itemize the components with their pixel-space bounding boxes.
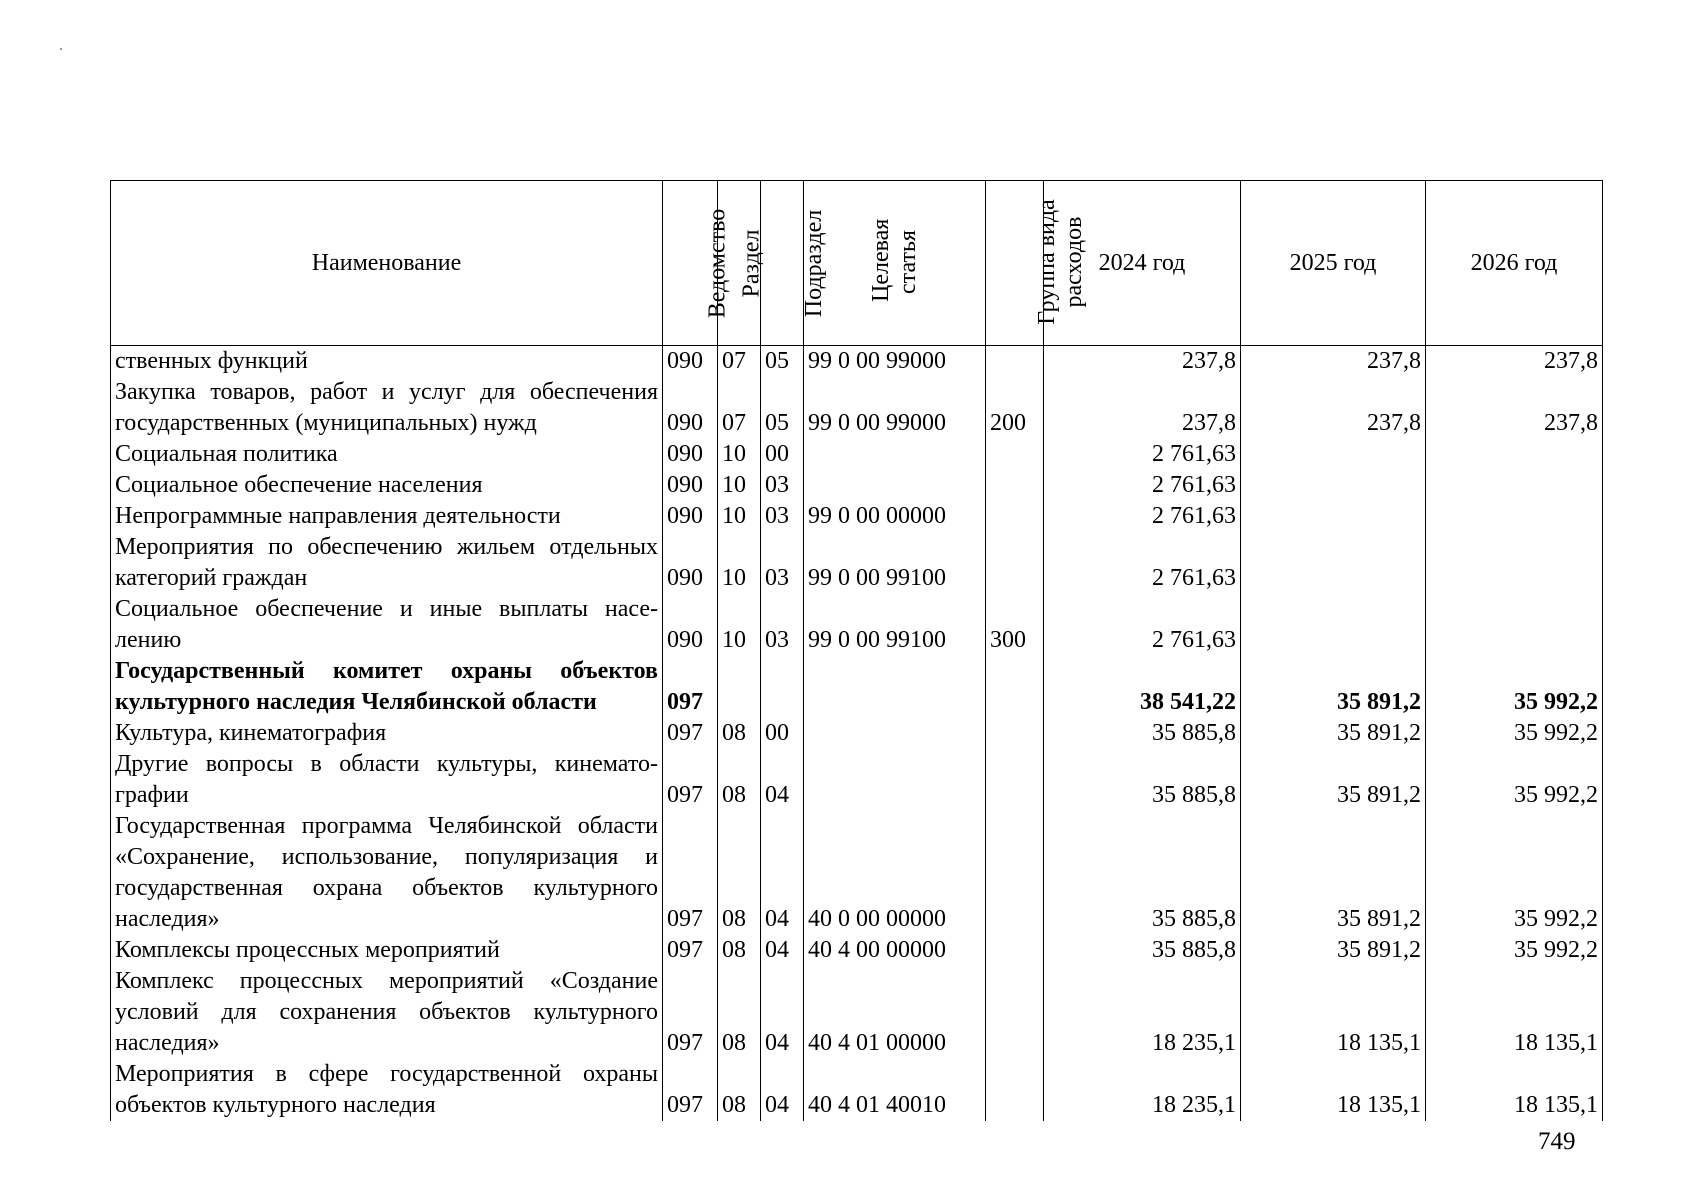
table-row xyxy=(111,470,1603,501)
cell-vedomstvo: 097 xyxy=(663,656,718,718)
cell-razdel: 10 xyxy=(718,439,761,470)
scan-speck xyxy=(60,48,62,50)
cell-podrazdel: 00 xyxy=(761,439,804,470)
cell-podrazdel: 04 xyxy=(761,966,804,1059)
cell-2025: 35 891,2 xyxy=(1241,749,1426,811)
cell-gruppa-vida-rashodov: 200 xyxy=(986,377,1044,439)
cell-celevaya-statya: 99 0 00 00000 xyxy=(804,501,986,532)
cell-podrazdel: 03 xyxy=(761,532,804,594)
cell-celevaya-statya: 99 0 00 99000 xyxy=(804,346,986,378)
cell-name: Культура, кинематография xyxy=(111,718,663,749)
table-body xyxy=(111,346,1603,1122)
page-number: 749 xyxy=(1538,1128,1576,1155)
cell-razdel: 07 xyxy=(718,346,761,378)
cell-vedomstvo: 097 xyxy=(663,935,718,966)
cell-podrazdel: 05 xyxy=(761,377,804,439)
cell-name: Мероприятия в сфере государственной охраны объектов культурного наследия xyxy=(111,1059,663,1121)
cell-2024: 18 235,1 xyxy=(1044,1059,1241,1121)
cell-razdel: 08 xyxy=(718,718,761,749)
table-row xyxy=(111,749,1603,811)
cell-celevaya-statya: 40 4 00 00000 xyxy=(804,935,986,966)
cell-podrazdel: 00 xyxy=(761,718,804,749)
cell-2025 xyxy=(1241,501,1426,532)
cell-name: Социальное обеспечение и иные выплаты населению xyxy=(111,594,663,656)
cell-podrazdel: 03 xyxy=(761,501,804,532)
cell-vedomstvo: 090 xyxy=(663,470,718,501)
cell-gruppa-vida-rashodov xyxy=(986,656,1044,718)
cell-celevaya-statya xyxy=(804,718,986,749)
header-gruppa-vida-rashodov: Группа вида расходов xyxy=(986,181,1044,346)
cell-celevaya-statya: 99 0 00 99000 xyxy=(804,377,986,439)
cell-2025: 18 135,1 xyxy=(1241,1059,1426,1121)
header-name: Наименование xyxy=(111,181,663,346)
cell-2025: 35 891,2 xyxy=(1241,935,1426,966)
cell-razdel: 10 xyxy=(718,594,761,656)
cell-vedomstvo: 090 xyxy=(663,346,718,378)
cell-2024: 35 885,8 xyxy=(1044,935,1241,966)
cell-vedomstvo: 090 xyxy=(663,439,718,470)
header-2025: 2025 год xyxy=(1241,181,1426,346)
cell-2024: 237,8 xyxy=(1044,377,1241,439)
cell-name: ственных функций xyxy=(111,346,663,378)
cell-2024: 35 885,8 xyxy=(1044,718,1241,749)
cell-podrazdel: 04 xyxy=(761,749,804,811)
table-row xyxy=(111,966,1603,1059)
cell-celevaya-statya xyxy=(804,749,986,811)
cell-gruppa-vida-rashodov xyxy=(986,346,1044,378)
cell-2024: 2 761,63 xyxy=(1044,439,1241,470)
header-celevaya-statya: Целевая статья xyxy=(804,181,986,346)
cell-razdel: 10 xyxy=(718,532,761,594)
cell-podrazdel: 04 xyxy=(761,811,804,935)
cell-2026: 237,8 xyxy=(1426,377,1603,439)
cell-2026: 35 992,2 xyxy=(1426,718,1603,749)
cell-vedomstvo: 090 xyxy=(663,594,718,656)
cell-2025: 35 891,2 xyxy=(1241,656,1426,718)
cell-name: Комплекс процессных мероприятий «Создание условий для сохранения объектов культурного наследия» xyxy=(111,966,663,1059)
cell-2025: 237,8 xyxy=(1241,377,1426,439)
budget-table xyxy=(110,180,1603,1121)
cell-name: Закупка товаров, работ и услуг для обеспечения государственных (муниципальных) нужд xyxy=(111,377,663,439)
cell-gruppa-vida-rashodov xyxy=(986,749,1044,811)
cell-name: Мероприятия по обеспечению жильем отдельных категорий граждан xyxy=(111,532,663,594)
cell-name: Непрограммные направления деятельности xyxy=(111,501,663,532)
cell-2024: 35 885,8 xyxy=(1044,749,1241,811)
cell-2026 xyxy=(1426,532,1603,594)
cell-gruppa-vida-rashodov xyxy=(986,532,1044,594)
cell-razdel: 07 xyxy=(718,377,761,439)
cell-2026: 237,8 xyxy=(1426,346,1603,378)
cell-2024: 38 541,22 xyxy=(1044,656,1241,718)
table-row xyxy=(111,532,1603,594)
cell-gruppa-vida-rashodov xyxy=(986,501,1044,532)
cell-2024: 2 761,63 xyxy=(1044,532,1241,594)
cell-name: Социальная политика xyxy=(111,439,663,470)
header-vedomstvo: Ведомство xyxy=(663,181,718,346)
cell-2026: 35 992,2 xyxy=(1426,811,1603,935)
cell-name: Другие вопросы в области культуры, кинематографии xyxy=(111,749,663,811)
table-row xyxy=(111,501,1603,532)
cell-2025: 35 891,2 xyxy=(1241,811,1426,935)
cell-name: Государственная программа Челябинской области «Сохранение, использование, популяризация и государственная охрана объектов культурного наследия» xyxy=(111,811,663,935)
cell-gruppa-vida-rashodov xyxy=(986,935,1044,966)
cell-gruppa-vida-rashodov xyxy=(986,718,1044,749)
cell-podrazdel xyxy=(761,656,804,718)
cell-celevaya-statya: 40 4 01 00000 xyxy=(804,966,986,1059)
cell-2026: 35 992,2 xyxy=(1426,935,1603,966)
cell-celevaya-statya: 99 0 00 99100 xyxy=(804,594,986,656)
cell-2025 xyxy=(1241,470,1426,501)
table-header xyxy=(111,181,1603,346)
cell-2026 xyxy=(1426,439,1603,470)
cell-podrazdel: 03 xyxy=(761,470,804,501)
cell-gruppa-vida-rashodov xyxy=(986,439,1044,470)
cell-celevaya-statya: 40 4 01 40010 xyxy=(804,1059,986,1121)
cell-2025 xyxy=(1241,594,1426,656)
cell-2026 xyxy=(1426,470,1603,501)
cell-celevaya-statya xyxy=(804,439,986,470)
cell-gruppa-vida-rashodov: 300 xyxy=(986,594,1044,656)
cell-vedomstvo: 097 xyxy=(663,718,718,749)
cell-vedomstvo: 090 xyxy=(663,501,718,532)
cell-2026 xyxy=(1426,501,1603,532)
cell-gruppa-vida-rashodov xyxy=(986,966,1044,1059)
cell-name: Комплексы процессных мероприятий xyxy=(111,935,663,966)
cell-razdel xyxy=(718,656,761,718)
cell-razdel: 10 xyxy=(718,470,761,501)
table-row xyxy=(111,439,1603,470)
cell-2024: 18 235,1 xyxy=(1044,966,1241,1059)
table-row xyxy=(111,718,1603,749)
cell-gruppa-vida-rashodov xyxy=(986,1059,1044,1121)
cell-razdel: 08 xyxy=(718,1059,761,1121)
cell-gruppa-vida-rashodov xyxy=(986,811,1044,935)
table-row xyxy=(111,935,1603,966)
cell-celevaya-statya: 99 0 00 99100 xyxy=(804,532,986,594)
table-row xyxy=(111,377,1603,439)
cell-2026: 18 135,1 xyxy=(1426,1059,1603,1121)
cell-celevaya-statya xyxy=(804,470,986,501)
cell-vedomstvo: 090 xyxy=(663,377,718,439)
cell-2024: 2 761,63 xyxy=(1044,470,1241,501)
cell-vedomstvo: 090 xyxy=(663,532,718,594)
cell-celevaya-statya xyxy=(804,656,986,718)
cell-razdel: 08 xyxy=(718,811,761,935)
cell-2025: 18 135,1 xyxy=(1241,966,1426,1059)
cell-2026: 18 135,1 xyxy=(1426,966,1603,1059)
cell-vedomstvo: 097 xyxy=(663,811,718,935)
cell-2026 xyxy=(1426,594,1603,656)
header-2024: 2024 год xyxy=(1044,181,1241,346)
cell-razdel: 08 xyxy=(718,966,761,1059)
cell-2024: 35 885,8 xyxy=(1044,811,1241,935)
cell-razdel: 10 xyxy=(718,501,761,532)
cell-gruppa-vida-rashodov xyxy=(986,470,1044,501)
cell-2026: 35 992,2 xyxy=(1426,656,1603,718)
cell-2024: 2 761,63 xyxy=(1044,594,1241,656)
cell-2025 xyxy=(1241,532,1426,594)
cell-2025: 35 891,2 xyxy=(1241,718,1426,749)
header-2026: 2026 год xyxy=(1426,181,1603,346)
table-row xyxy=(111,656,1603,718)
cell-vedomstvo: 097 xyxy=(663,1059,718,1121)
cell-celevaya-statya: 40 0 00 00000 xyxy=(804,811,986,935)
table-row xyxy=(111,594,1603,656)
cell-2025 xyxy=(1241,439,1426,470)
cell-podrazdel: 04 xyxy=(761,935,804,966)
table-row xyxy=(111,346,1603,378)
cell-podrazdel: 05 xyxy=(761,346,804,378)
cell-name: Социальное обеспечение населения xyxy=(111,470,663,501)
cell-razdel: 08 xyxy=(718,749,761,811)
cell-vedomstvo: 097 xyxy=(663,749,718,811)
cell-2024: 2 761,63 xyxy=(1044,501,1241,532)
table-row xyxy=(111,811,1603,935)
cell-2026: 35 992,2 xyxy=(1426,749,1603,811)
cell-2025: 237,8 xyxy=(1241,346,1426,378)
cell-razdel: 08 xyxy=(718,935,761,966)
cell-vedomstvo: 097 xyxy=(663,966,718,1059)
cell-podrazdel: 04 xyxy=(761,1059,804,1121)
cell-name: Государственный комитет охраны объектов культурного наследия Челябинской области xyxy=(111,656,663,718)
table-row xyxy=(111,1059,1603,1121)
header-razdel: Раздел xyxy=(718,181,761,346)
cell-podrazdel: 03 xyxy=(761,594,804,656)
header-podrazdel: Подраздел xyxy=(761,181,804,346)
cell-2024: 237,8 xyxy=(1044,346,1241,378)
